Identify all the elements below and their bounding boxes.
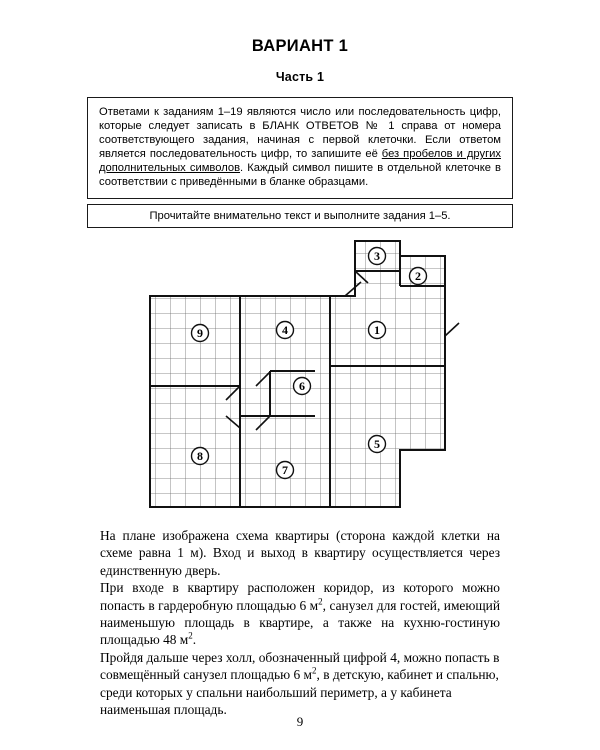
- paragraph-2-part-c: .: [192, 632, 197, 648]
- room-marker-5: [369, 436, 386, 453]
- room-marker-7: [277, 462, 294, 479]
- paragraph-2-part-a: При входе в квартиру расположен коридор, из которого можно попасть в гардеробную площадью 6 м: [100, 580, 500, 613]
- room-label-5: 5: [374, 437, 380, 451]
- room-marker-4: [277, 322, 294, 339]
- floor-plan-svg: [140, 238, 460, 516]
- floor-plan-diagram: [140, 238, 460, 516]
- room-label-6: 6: [299, 379, 305, 393]
- room-marker-3: [369, 248, 386, 265]
- paragraph-3: [100, 649, 500, 719]
- instruction-text: [99, 105, 501, 190]
- room-marker-1: [369, 322, 386, 339]
- room-label-9: 9: [197, 326, 203, 340]
- room-marker-9: [192, 325, 209, 342]
- room-label-8: 8: [197, 449, 203, 463]
- room-marker-8: [192, 448, 209, 465]
- room-label-7: 7: [282, 463, 288, 477]
- room-marker-2: [410, 268, 427, 285]
- superscript-2-b: 2: [188, 630, 193, 641]
- page-title: ВАРИАНТ 1: [251, 37, 349, 55]
- superscript-2-a: 2: [318, 596, 323, 607]
- instruction-box: [87, 97, 513, 199]
- task-description: [100, 527, 500, 718]
- read-task-label: Прочитайте внимательно текст и выполните задания 1–5.: [149, 210, 451, 222]
- superscript-3-a: 2: [312, 665, 317, 676]
- paragraph-3-part-b: , в детскую, кабинет и спальню, среди которых у спальни наибольший периметр, а у кабинета наименьшая площадь.: [100, 667, 499, 718]
- room-label-2: 2: [415, 269, 421, 283]
- paragraph-2-part-b: , санузел для гостей, имеющий наименьшую площадь в квартире, а также на кухню-гостиную площадью 48 м: [100, 597, 501, 648]
- page-number: 9: [296, 714, 304, 729]
- plan-grid: [150, 241, 446, 507]
- room-label-3: 3: [374, 249, 380, 263]
- paragraph-1: На плане изображена схема квартиры (сторона каждой клетки на схеме равна 1 м). Вход и выход в квартиру осуществляется через единственную дверь.: [100, 528, 500, 578]
- instruction-text-end: . Каждый символ пишите в отдельной клеточке в соответствии с приведёнными в бланке образцами.: [99, 162, 501, 189]
- paragraph-3-part-a: Пройдя дальше через холл, обозначенный цифрой 4, можно попасть в совмещённый санузел площадью 6 м: [100, 649, 500, 683]
- door-entrance: [445, 323, 459, 336]
- room-label-1: 1: [374, 323, 380, 337]
- paragraph-2: [100, 579, 500, 649]
- read-task-box: [87, 204, 513, 228]
- room-label-4: 4: [282, 323, 288, 337]
- instruction-text-underlined: без пробелов и других дополнительных символов: [99, 148, 501, 175]
- room-marker-6: [294, 378, 311, 395]
- instruction-text-start: Ответами к заданиям 1–19 являются число или последовательность цифр, которые следует записать в БЛАНК ОТВЕТОВ № 1 справа от номера соответствующего задания, начиная с первой клеточки. Если ответом является последовательность цифр, то запишите её: [99, 106, 501, 161]
- part-title: Часть 1: [275, 70, 325, 84]
